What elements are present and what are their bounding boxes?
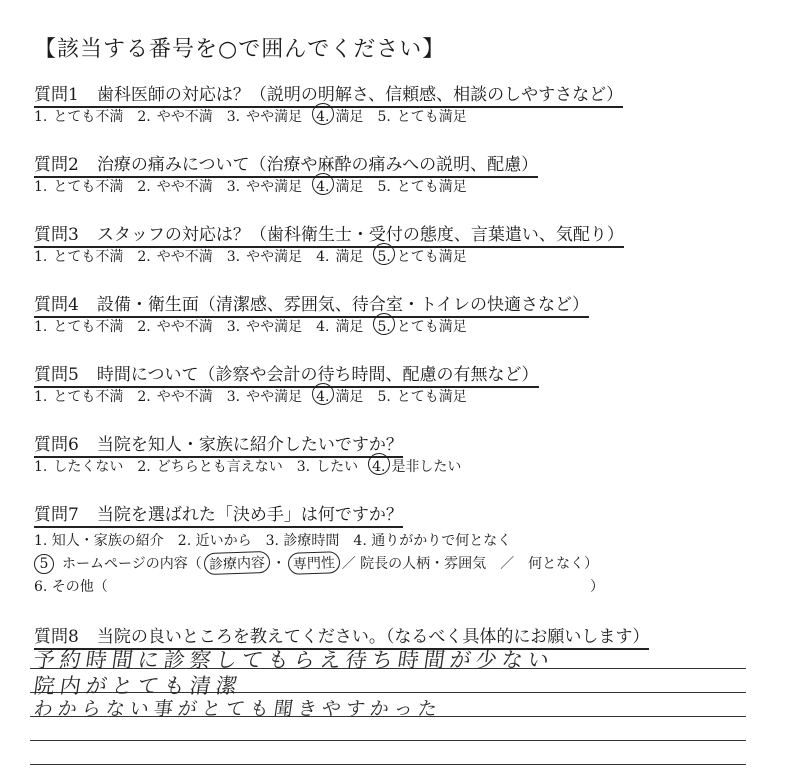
selected-option-number: 5. xyxy=(377,249,391,265)
option-number: 2. xyxy=(137,179,151,195)
option-label: どちらとも言えない xyxy=(156,459,283,475)
question-5-heading xyxy=(34,360,539,388)
option-label: 是非したい xyxy=(391,459,462,475)
rating-option[interactable] xyxy=(34,456,123,476)
question-text: 当院を選ばれた「決め手」は何ですか？ xyxy=(96,505,403,525)
rating-option[interactable] xyxy=(227,386,302,406)
question-7-options-line1: 1. 知人・家族の紹介 2. 近いから 3. 診療時間 4. 通りがかりで何となく xyxy=(34,533,512,549)
rating-option[interactable] xyxy=(137,386,212,406)
rating-option[interactable] xyxy=(137,176,212,196)
option-label: やや満足 xyxy=(246,179,303,195)
option-number: 1. xyxy=(34,459,48,475)
form-title: 【該当する番号を○で囲んでください】 xyxy=(34,37,446,62)
option-number: 3. xyxy=(226,179,241,195)
option-number: 5. xyxy=(377,179,391,195)
question-5-options xyxy=(34,386,481,406)
option-number: 2. xyxy=(137,389,151,405)
option-label: とても満足 xyxy=(396,389,467,405)
question-text: 治療の痛みについて（治療や麻酔の痛みへの説明、配慮） xyxy=(96,155,539,175)
rating-option[interactable] xyxy=(137,246,212,266)
option-number: 2. xyxy=(137,319,151,335)
option-label: 満足 xyxy=(335,109,364,125)
rating-option[interactable] xyxy=(372,456,461,476)
option-number: 3. xyxy=(226,249,241,265)
option-label: 満足 xyxy=(335,389,364,405)
other-close: ） xyxy=(590,579,604,595)
option-label: ホームページの内容（ xyxy=(62,556,202,572)
question-4-options xyxy=(34,316,481,336)
option-label: とても不満 xyxy=(53,319,124,335)
option-label: やや不満 xyxy=(156,389,213,405)
question-4-heading xyxy=(34,290,589,318)
option-label: やや不満 xyxy=(156,109,213,125)
selected-option-number: 5. xyxy=(377,319,391,335)
other-label: 6. その他（ xyxy=(34,579,108,595)
option-label: とても不満 xyxy=(53,109,124,125)
question-2-heading xyxy=(34,150,538,178)
selected-option-number: 4. xyxy=(316,179,330,195)
question-6-heading xyxy=(34,430,403,458)
rating-option[interactable] xyxy=(34,386,123,406)
rating-option[interactable] xyxy=(227,316,302,336)
question-text: 当院を知人・家族に紹介したいですか？ xyxy=(96,435,403,455)
rating-option[interactable] xyxy=(377,106,466,126)
question-2-options xyxy=(34,176,481,196)
option-label: とても満足 xyxy=(396,249,467,265)
question-number: 質問5 xyxy=(34,365,79,385)
option-label: やや満足 xyxy=(246,249,303,265)
selected-option-number: 4. xyxy=(316,109,330,125)
option-label: やや不満 xyxy=(156,179,213,195)
option-label: 満足 xyxy=(335,319,364,335)
option-label: やや満足 xyxy=(246,389,303,405)
rating-option[interactable] xyxy=(227,246,302,266)
question-number: 質問2 xyxy=(34,155,79,175)
option-label: 満足 xyxy=(335,179,364,195)
option-number: 5. xyxy=(377,389,391,405)
question-text: 当院の良いところを教えてください。（なるべく具体的にお願いします） xyxy=(96,627,650,647)
option-number: 5. xyxy=(377,109,391,125)
answer-line xyxy=(30,740,746,741)
selected-option-marker[interactable]: 5 xyxy=(34,554,54,574)
answer-line xyxy=(30,764,746,765)
question-number: 質問3 xyxy=(34,225,79,245)
option-label: とても不満 xyxy=(53,179,124,195)
option-number: 3. xyxy=(226,389,241,405)
question-3-heading xyxy=(34,220,624,248)
option-number: 3. xyxy=(296,459,311,475)
question-number: 質問4 xyxy=(34,295,79,315)
option-number: 3. xyxy=(226,319,241,335)
question-1-options xyxy=(34,106,481,126)
rating-option[interactable] xyxy=(227,176,302,196)
option-label: したくない xyxy=(53,459,124,475)
selected-option-number: 4. xyxy=(316,389,330,405)
rating-option[interactable] xyxy=(34,246,123,266)
question-3-options xyxy=(34,246,481,266)
question-number: 質問1 xyxy=(34,85,79,105)
rating-option[interactable] xyxy=(316,176,363,196)
rating-option[interactable] xyxy=(316,246,363,266)
handwritten-answer-3[interactable]: わからない事がとても聞きやすかった xyxy=(32,698,444,720)
handwritten-answer-1[interactable]: 予約時間に診察してもらえ待ち時間が少ない xyxy=(32,648,556,672)
option-label: やや不満 xyxy=(156,249,213,265)
option-label: とても満足 xyxy=(396,179,467,195)
option-label: とても満足 xyxy=(396,319,467,335)
option-number: 1. xyxy=(34,389,48,405)
option-number: 2. xyxy=(137,109,151,125)
rating-option[interactable] xyxy=(137,456,282,476)
question-7-options-line2: 5 ホームページの内容（ 診療内容 ・ 専門性 ／ 院長の人柄・雰囲気 ／ 何となく） xyxy=(34,552,598,574)
option-rest: ／ 院長の人柄・雰囲気 ／ 何となく） xyxy=(341,556,599,572)
rating-option[interactable] xyxy=(316,386,363,406)
rating-option[interactable] xyxy=(137,316,212,336)
rating-option[interactable] xyxy=(34,106,123,126)
rating-option[interactable] xyxy=(34,316,123,336)
question-number: 質問6 xyxy=(34,435,79,455)
option-number: 1. xyxy=(34,249,48,265)
option-label: やや満足 xyxy=(246,319,303,335)
question-number: 質問8 xyxy=(34,627,79,647)
rating-option[interactable] xyxy=(377,176,466,196)
option-label: とても不満 xyxy=(53,249,124,265)
rating-option[interactable] xyxy=(316,106,363,126)
option-number: 2. xyxy=(137,249,151,265)
rating-option[interactable] xyxy=(316,316,363,336)
option-number: 1. xyxy=(34,109,48,125)
question-6-options xyxy=(34,456,475,476)
option-number: 4. xyxy=(316,319,330,335)
option-number: 4. xyxy=(316,249,330,265)
question-text: スタッフの対応は？（歯科衛生士・受付の態度、言葉遣い、気配り） xyxy=(96,225,624,245)
question-number: 質問7 xyxy=(34,505,79,525)
question-7-heading xyxy=(34,500,403,528)
option-label: とても不満 xyxy=(53,389,124,405)
rating-option[interactable] xyxy=(377,246,466,266)
option-label: 満足 xyxy=(335,249,364,265)
option-number: 1. xyxy=(34,319,48,335)
rating-option[interactable] xyxy=(227,106,302,126)
circled-choice[interactable]: 診療内容 xyxy=(203,551,270,575)
question-text: 時間について（診察や会計の待ち時間、配慮の有無など） xyxy=(96,365,539,385)
option-label: とても満足 xyxy=(396,109,467,125)
question-text: 設備・衛生面（清潔感、雰囲気、待合室・トイレの快適さなど） xyxy=(96,295,589,315)
question-7-options-line3 xyxy=(34,576,604,596)
circled-choice[interactable]: 専門性 xyxy=(287,551,340,575)
rating-option[interactable] xyxy=(377,386,466,406)
question-text: 歯科医師の対応は？（説明の明解さ、信頼感、相談のしやすさなど） xyxy=(96,85,624,105)
rating-option[interactable] xyxy=(377,316,466,336)
option-label: やや不満 xyxy=(156,319,213,335)
option-number: 1. xyxy=(34,179,48,195)
rating-option[interactable] xyxy=(34,176,123,196)
rating-option[interactable] xyxy=(137,106,212,126)
rating-option[interactable] xyxy=(297,456,358,476)
option-number: 3. xyxy=(226,109,241,125)
option-label: やや満足 xyxy=(246,109,303,125)
handwritten-answer-2[interactable]: 院内がとても清潔 xyxy=(32,674,244,698)
option-number: 2. xyxy=(137,459,151,475)
selected-option-number: 4. xyxy=(372,459,386,475)
option-label: したい xyxy=(316,459,359,475)
